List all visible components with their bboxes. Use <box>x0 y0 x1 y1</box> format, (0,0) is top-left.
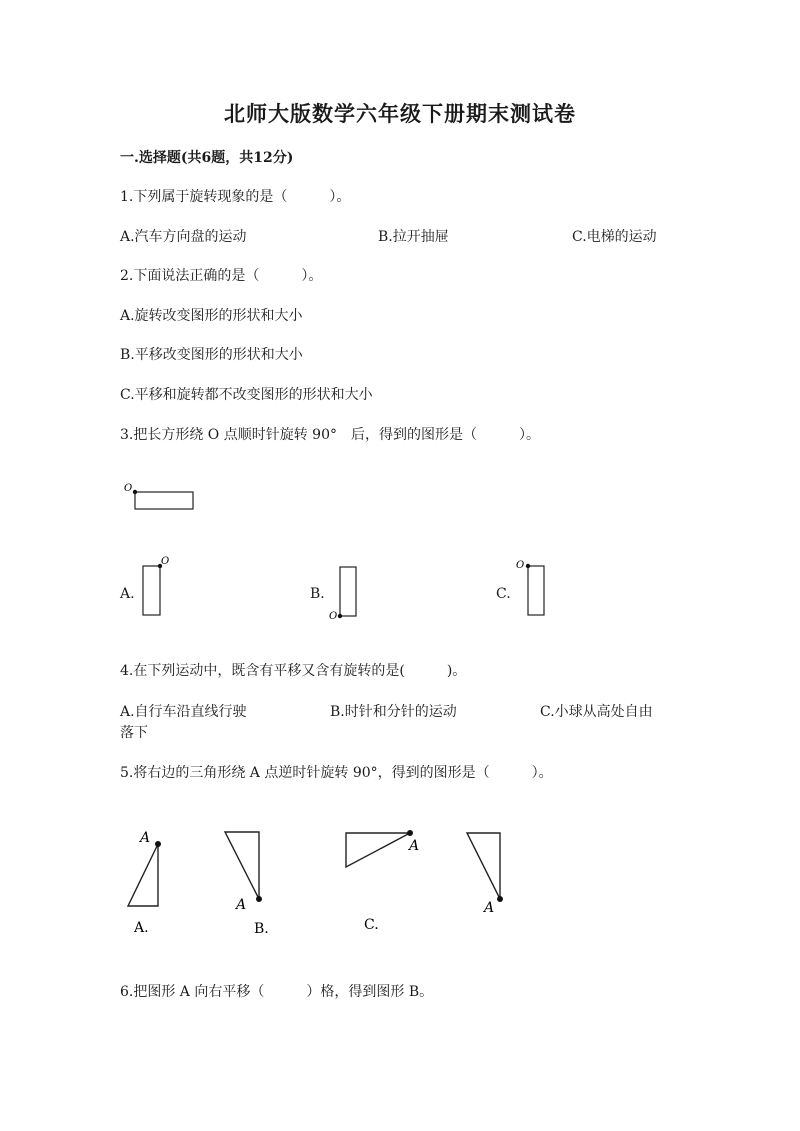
triangle <box>467 833 500 899</box>
triangle <box>128 844 158 906</box>
rotation-point-dot <box>155 841 161 847</box>
rotation-point-dot <box>133 490 137 494</box>
page-title: 北师大版数学六年级下册期末测试卷 <box>224 101 576 126</box>
question-5-option-a-figure <box>120 820 190 940</box>
original-rectangle <box>135 492 193 509</box>
question-2-option-a: A.旋转改变图形的形状和大小 <box>120 308 303 324</box>
question-1-option-a: A.汽车方向盘的运动 <box>120 229 247 245</box>
point-a-label: A <box>140 830 151 846</box>
point-o-label: O <box>516 560 525 571</box>
question-5-option-b-figure <box>220 825 290 940</box>
question-4-option-c: C.小球从高处自由 <box>540 704 653 720</box>
rotation-point-dot <box>526 564 530 568</box>
question-3-option-c-figure <box>510 555 555 620</box>
rotated-rectangle <box>528 566 544 615</box>
question-4-stem: 4.在下列运动中，既含有平移又含有旋转的是( )。 <box>120 663 467 679</box>
point-o-label: O <box>329 611 338 622</box>
question-4-option-c-continued: 落下 <box>120 725 148 741</box>
question-3-option-a-label: A. <box>120 586 135 602</box>
question-2-option-b: B.平移改变图形的形状和大小 <box>120 347 303 363</box>
rotated-rectangle <box>340 567 356 616</box>
question-4-option-a: A.自行车沿直线行驶 <box>120 704 247 720</box>
question-3-option-b-figure <box>326 560 366 625</box>
question-3-original-rectangle-figure <box>118 475 208 520</box>
point-o-label: O <box>161 556 170 567</box>
question-1-option-c: C.电梯的运动 <box>572 229 657 245</box>
point-a-label: A <box>236 897 247 913</box>
question-1-option-b: B.拉开抽屉 <box>378 229 449 245</box>
question-3-option-c-label: C. <box>496 586 511 602</box>
triangle <box>225 832 259 899</box>
rotation-point-dot <box>407 830 413 836</box>
rotation-point-dot <box>497 896 503 902</box>
question-3-option-b-label: B. <box>310 586 325 602</box>
question-6-stem: 6.把图形 A 向右平移（ ）格，得到图形 B。 <box>120 984 434 1000</box>
section-heading: 一.选择题(共6题，共12分) <box>120 150 294 166</box>
option-c-label: C. <box>364 917 379 933</box>
option-a-label: A. <box>134 920 149 936</box>
question-2-stem: 2.下面说法正确的是（ ）。 <box>120 268 323 284</box>
option-b-label: B. <box>254 921 269 937</box>
question-4-option-b: B.时针和分针的运动 <box>330 704 457 720</box>
question-5-option-c-figure <box>340 825 440 940</box>
question-3-option-a-figure <box>138 555 178 620</box>
question-5-original-triangle-figure <box>460 825 530 920</box>
question-2-option-c: C.平移和旋转都不改变图形的形状和大小 <box>120 387 373 403</box>
rotated-rectangle <box>143 566 160 615</box>
rotation-point-dot <box>338 614 342 618</box>
question-3-stem: 3.把长方形绕 O 点顺时针旋转 90° 后，得到的图形是（ ）。 <box>120 427 540 443</box>
question-1-stem: 1.下列属于旋转现象的是（ ）。 <box>120 189 351 205</box>
point-o-label: O <box>124 483 133 494</box>
point-a-label: A <box>484 900 495 916</box>
rotation-point-dot <box>256 896 262 902</box>
question-5-stem: 5.将右边的三角形绕 A 点逆时针旋转 90°，得到的图形是（ ）。 <box>120 765 553 781</box>
triangle <box>346 833 410 867</box>
point-a-label: A <box>409 838 420 854</box>
